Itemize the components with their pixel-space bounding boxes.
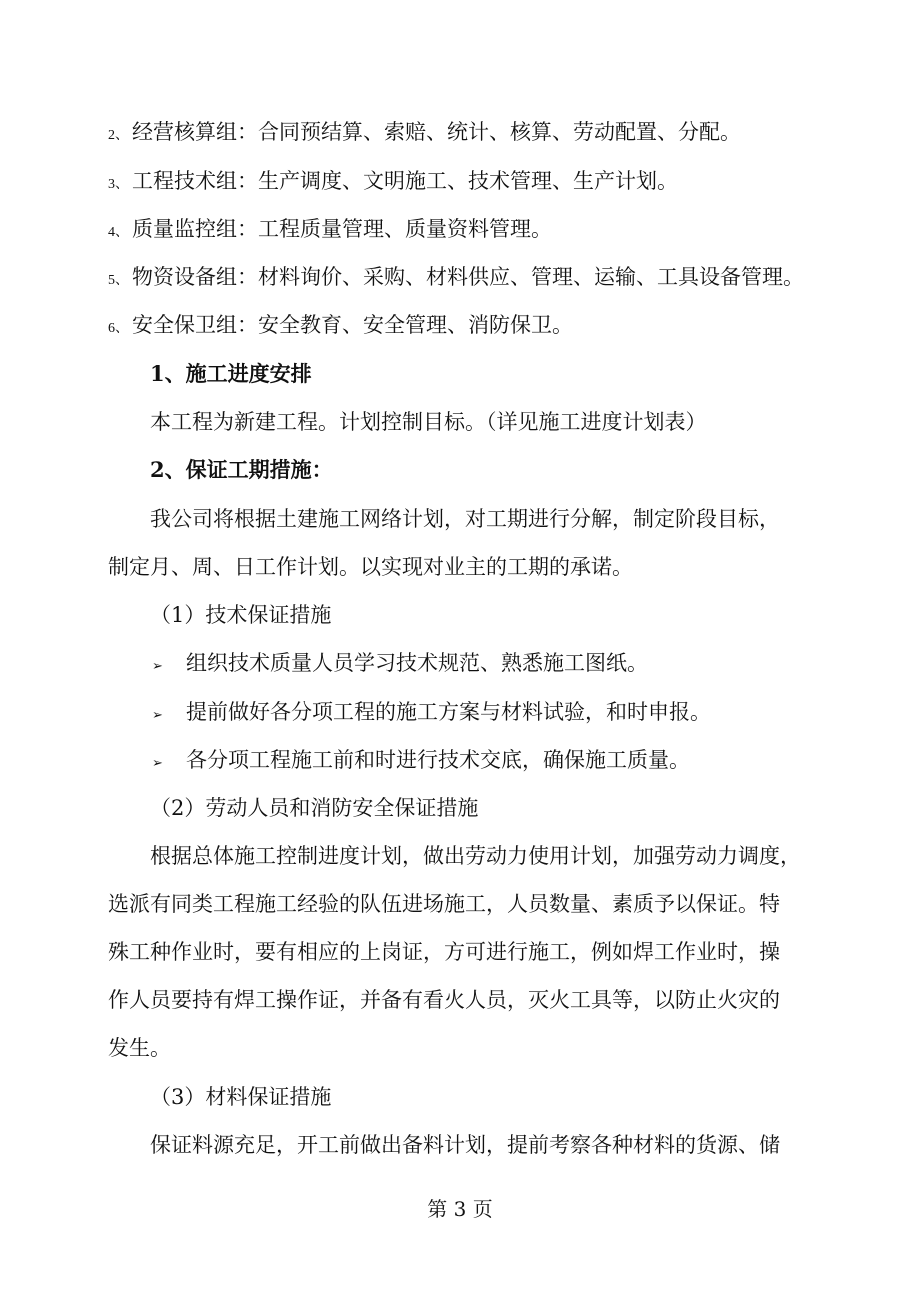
- paragraph-line: 我公司将根据土建施工网络计划，对工期进行分解，制定阶段目标，: [150, 507, 780, 531]
- bullet-item: [152, 648, 648, 682]
- paragraph-line: 制定月、周、日工作计划。以实现对业主的工期的承诺。: [108, 555, 633, 579]
- paragraph-line: 作人员要持有焊工操作证，并备有看火人员，灭火工具等，以防止火灾的: [108, 988, 780, 1012]
- item-number: 5、: [108, 273, 129, 288]
- item-text: 安全保卫组：安全教育、安全管理、消防保卫。: [132, 313, 573, 337]
- item-text: 经营核算组：合同预结算、索赔、统计、核算、劳动配置、分配。: [132, 120, 741, 144]
- subsection-heading: （1）技术保证措施: [150, 603, 332, 627]
- paragraph-line: 根据总体施工控制进度计划，做出劳动力使用计划，加强劳动力调度，: [150, 844, 801, 868]
- item-text: 质量监控组：工程质量管理、质量资料管理。: [132, 217, 552, 241]
- list-item: [108, 117, 741, 151]
- item-text: 工程技术组：生产调度、文明施工、技术管理、生产计划。: [132, 169, 678, 193]
- arrow-bullet-icon: ➢: [152, 756, 163, 771]
- paragraph-line: 保证料源充足，开工前做出备料计划，提前考察各种材料的货源、储: [150, 1133, 780, 1157]
- item-number: 4、: [108, 225, 129, 240]
- list-item: [108, 310, 573, 344]
- bullet-text: 提前做好各分项工程的施工方案与材料试验，和时申报。: [186, 700, 711, 724]
- item-text: 物资设备组：材料询价、采购、材料供应、管理、运输、工具设备管理。: [132, 265, 804, 289]
- bullet-text: 组织技术质量人员学习技术规范、熟悉施工图纸。: [186, 651, 648, 675]
- paragraph-line: 殊工种作业时，要有相应的上岗证，方可进行施工，例如焊工作业时，操: [108, 940, 780, 964]
- paragraph-line: 发生。: [108, 1036, 171, 1060]
- bullet-item: [152, 745, 690, 779]
- list-item: [108, 166, 678, 200]
- list-item: [108, 262, 804, 296]
- page-number: 第 3 页: [427, 1197, 493, 1221]
- item-number: 6、: [108, 321, 129, 336]
- section-heading: 2、保证工期措施：: [150, 457, 333, 482]
- arrow-bullet-icon: ➢: [152, 708, 163, 723]
- paragraph: 本工程为新建工程。计划控制目标。（详见施工进度计划表）: [150, 410, 707, 434]
- bullet-text: 各分项工程施工前和时进行技术交底，确保施工质量。: [186, 748, 690, 772]
- bullet-item: [152, 697, 711, 731]
- section-heading: 1、施工进度安排: [150, 361, 312, 386]
- arrow-bullet-icon: ➢: [152, 659, 163, 674]
- subsection-heading: （2）劳动人员和消防安全保证措施: [150, 796, 479, 820]
- item-number: 2、: [108, 128, 129, 143]
- subsection-heading: （3）材料保证措施: [150, 1085, 332, 1109]
- item-number: 3、: [108, 177, 129, 192]
- list-item: [108, 214, 552, 248]
- paragraph-line: 选派有同类工程施工经验的队伍进场施工，人员数量、素质予以保证。特: [108, 892, 780, 916]
